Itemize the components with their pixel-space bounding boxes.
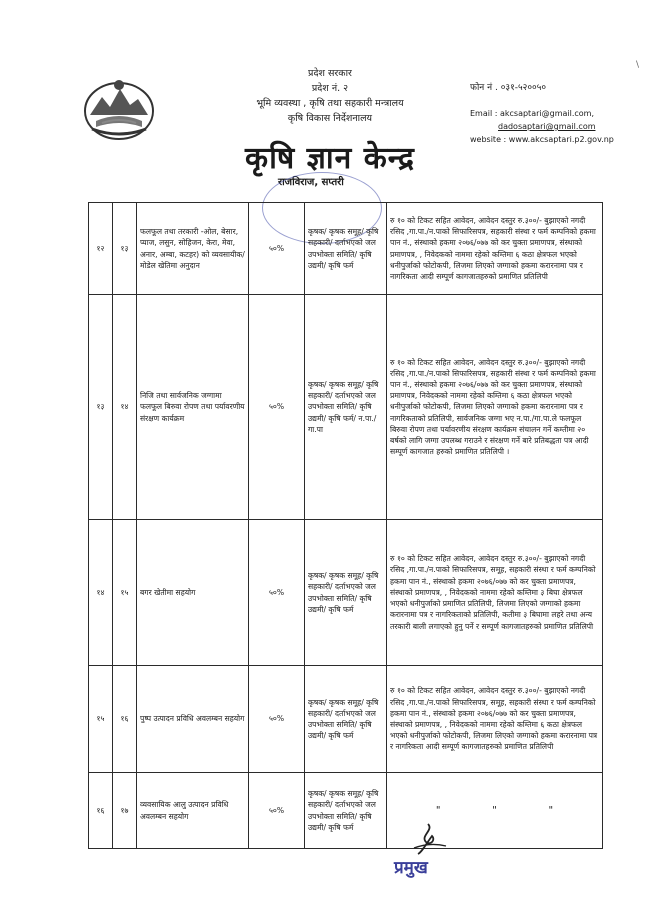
ditto-marks bbox=[390, 805, 599, 816]
serial-cell: १५ bbox=[89, 666, 113, 773]
documents-cell: रु १० को टिकट सहित आवेदन, आवेदन दस्तुर रु.३००/- बुझाएको नगदी रसिद ,गा.पा./न.पाको सिफारिसपत्र, सहकारी संस्था र फर्म कम्पनिको हकमा पान नं., संस्थाको हकमा २०७६/०७७ को कर चुक्ता प्रमाणपत्र, संस्थाको प्रमाणपत्र, निवेदकको नाममा रहेको कम्तिमा ६ कठा क्षेत्रफल भएको धनीपुर्जाको फोटोकपी, लिजमा लिएको जग्गाको हकमा करारनामा पत्र र नागरिकताको प्रतिलिपी, सार्वजनिक जग्गा भए न.पा./गा.पा.ले फलफूल बिरुवा रोपण तथा पर्यावरणीय संरक्षण कार्यक्रम संचालन गर्ने कम्तीमा २० बर्षको लागि जग्गा उपलब्ध गराउने र संरक्षण गर्ने बारे प्रतिबद्धता पत्र आदी सम्पूर्ण कागजात हरुको प्रमाणित प्रतिलिपी । bbox=[387, 295, 603, 520]
program-cell: बगर खेतीमा सहयोग bbox=[137, 520, 249, 666]
table-row bbox=[89, 295, 603, 520]
table-row bbox=[89, 773, 603, 849]
nepal-emblem-icon bbox=[82, 77, 156, 141]
program-cell: पुष्प उत्पादन प्रविधि अवलम्बन सहयोग bbox=[137, 666, 249, 773]
percent-cell: ५०% bbox=[249, 773, 305, 849]
program-cell: निजि तथा सार्वजनिक जग्गामा फलफूल बिरुवा रोपण तथा पर्यावरणीय संरक्षण कार्यक्रम bbox=[137, 295, 249, 520]
ditto-mark: " bbox=[548, 804, 554, 816]
table-row bbox=[89, 666, 603, 773]
header-line-1: प्रदेश सरकार bbox=[308, 68, 352, 79]
documents-cell: रु १० को टिकट सहित आवेदन, आवेदन दस्तुर रु.३००/- बुझाएको नगदी रसिद ,गा.पा./न.पाको सिफारिसपत्र, समूह, सहकारी संस्था र फर्म कम्पनिको हकमा पान नं., संस्थाको हकमा २०७६/०७७ को कर चुक्ता प्रमाणपत्र, संस्थाको प्रमाणपत्र, , निवेदकको नाममा रहेको कम्तिमा ३ बिघा क्षेत्रफल भएको धनीपुर्जाको प्रमाणित प्रतिलिपी, लिजमा लिएको जग्गाको हकमा करारनामा पत्र र नागरिकताको प्रतिलिपी, कतीमा ३ बिघामा लहरे तथा अन्य तरकारी बाली लगाएको हुनु पर्ने र सम्पूर्ण कागजातहरुको प्रमाणित प्रतिलिपी bbox=[387, 520, 603, 666]
office-header bbox=[180, 66, 480, 126]
contact-info bbox=[470, 82, 662, 146]
email-line: Email : akcsaptari@gmail.com, bbox=[470, 109, 594, 118]
ditto-mark: " bbox=[492, 804, 497, 816]
office-title: कृषि ज्ञान केन्द्र bbox=[245, 141, 415, 176]
email-secondary: dadosaptari@gmail.com bbox=[498, 122, 596, 131]
website-line: website : www.akcsaptari.p2.gov.np bbox=[470, 135, 614, 144]
beneficiary-cell: कृषक/ कृषक समूह/ कृषि सहकारी/ दर्ताभएको जल उपभोक्ता समिति/ कृषि उद्यमी/ कृषि फर्म bbox=[305, 666, 387, 773]
beneficiary-cell: कृषक/ कृषक समूह/ कृषि सहकारी/ दर्ताभएको जल उपभोक्ता समिति/ कृषि उद्यमी/ कृषि फर्म bbox=[305, 773, 387, 849]
program-number-cell: १३ bbox=[113, 203, 137, 295]
percent-cell: ५०% bbox=[249, 203, 305, 295]
ditto-mark: " bbox=[435, 804, 441, 816]
subsidy-table bbox=[88, 202, 603, 849]
program-cell: फलफूल तथा तरकारी -ओल, बेसार, प्याज, लसुन, सोहिजन, केरा, मेवा, अनार, अम्बा, कटहर) को व्यवसायीक/मोडेल खेतिमा अनुदान bbox=[137, 203, 249, 295]
percent-cell: ५०% bbox=[249, 666, 305, 773]
documents-cell: रु १० को टिकट सहित आवेदन, आवेदन दस्तुर रु.३००/- बुझाएको नगदी रसिद ,गा.पा./न.पाको सिफारिसपत्र, सहकारी संस्था र फर्म कम्पनिको हकमा पान नं., संस्थाको हकमा २०७६/०७७ को कर चुक्ता प्रमाणपत्र, संस्थाको प्रमाणपत्र, , निवेदकको नाममा रहेको कम्तिमा ६ कठा क्षेत्रफल भएको धनीपुर्जाको फोटोकपी, लिजमा लिएको जग्गाको हकमा करारनामा पत्र र नागरिकता आदी सम्पूर्ण कागजातहरुको प्रमाणित प्रतिलिपी bbox=[387, 203, 603, 295]
serial-cell: १४ bbox=[89, 520, 113, 666]
signature-mark bbox=[412, 822, 448, 856]
program-number-cell: १४ bbox=[113, 295, 137, 520]
program-number-cell: १७ bbox=[113, 773, 137, 849]
beneficiary-cell: कृषक/ कृषक समूह/ कृषि सहकारी/ दर्ताभएको जल उपभोक्ता समिति/ कृषि उद्यमी/ कृषि फर्म bbox=[305, 203, 387, 295]
percent-cell: ५०% bbox=[249, 295, 305, 520]
header-line-3: भूमि व्यवस्था , कृषि तथा सहकारी मन्त्रालय bbox=[256, 98, 404, 109]
table-row bbox=[89, 203, 603, 295]
table-row bbox=[89, 520, 603, 666]
phone-number: फोन नं . ०३१-५२००५० bbox=[470, 83, 547, 93]
beneficiary-cell: कृषक/ कृषक समूह/ कृषि सहकारी/ दर्ताभएको जल उपभोक्ता समिति/ कृषि उद्यमी/ कृषि फर्म bbox=[305, 520, 387, 666]
documents-cell: रु १० को टिकट सहित आवेदन, आवेदन दस्तुर रु.३००/- बुझाएको नगदी रसिद ,गा.पा./न.पाको सिफारिसपत्र, समूह, सहकारी संस्था र फर्म कम्पनिको हकमा पान नं., संस्थाको हकमा २०७६/०७७ को कर चुक्ता प्रमाणपत्र, संस्थाको प्रमाणपत्र, , निवेदकको नाममा रहेको कम्तिमा ६ कठा क्षेत्रफल भएको धनीपुर्जाको फोटोकपी, लिजमा लिएको जग्गाको हकमा करारनामा पत्र र नागरिकता आदी सम्पूर्ण कागजातहरुको प्रमाणित प्रतिलिपी bbox=[387, 666, 603, 773]
serial-cell: १३ bbox=[89, 295, 113, 520]
serial-cell: १२ bbox=[89, 203, 113, 295]
program-number-cell: १६ bbox=[113, 666, 137, 773]
office-location: राजविराज, सप्तरी bbox=[278, 177, 344, 188]
header-line-2: प्रदेश नं. २ bbox=[311, 83, 349, 94]
header-line-4: कृषि विकास निर्देशनालय bbox=[287, 113, 373, 124]
signatory-title: प्रमुख bbox=[394, 858, 428, 878]
percent-cell: ५०% bbox=[249, 520, 305, 666]
program-number-cell: १५ bbox=[113, 520, 137, 666]
beneficiary-cell: कृषक/ कृषक समूह/ कृषि सहकारी/ दर्ताभएको जल उपभोक्ता समिति/ कृषि उद्यमी/ कृषि फर्म/ न.पा./गा.पा bbox=[305, 295, 387, 520]
program-cell: व्यवसायिक आलु उत्पादन प्रविधि अवलम्बन सहयोग bbox=[137, 773, 249, 849]
serial-cell: १६ bbox=[89, 773, 113, 849]
corner-mark: \ bbox=[636, 60, 640, 70]
